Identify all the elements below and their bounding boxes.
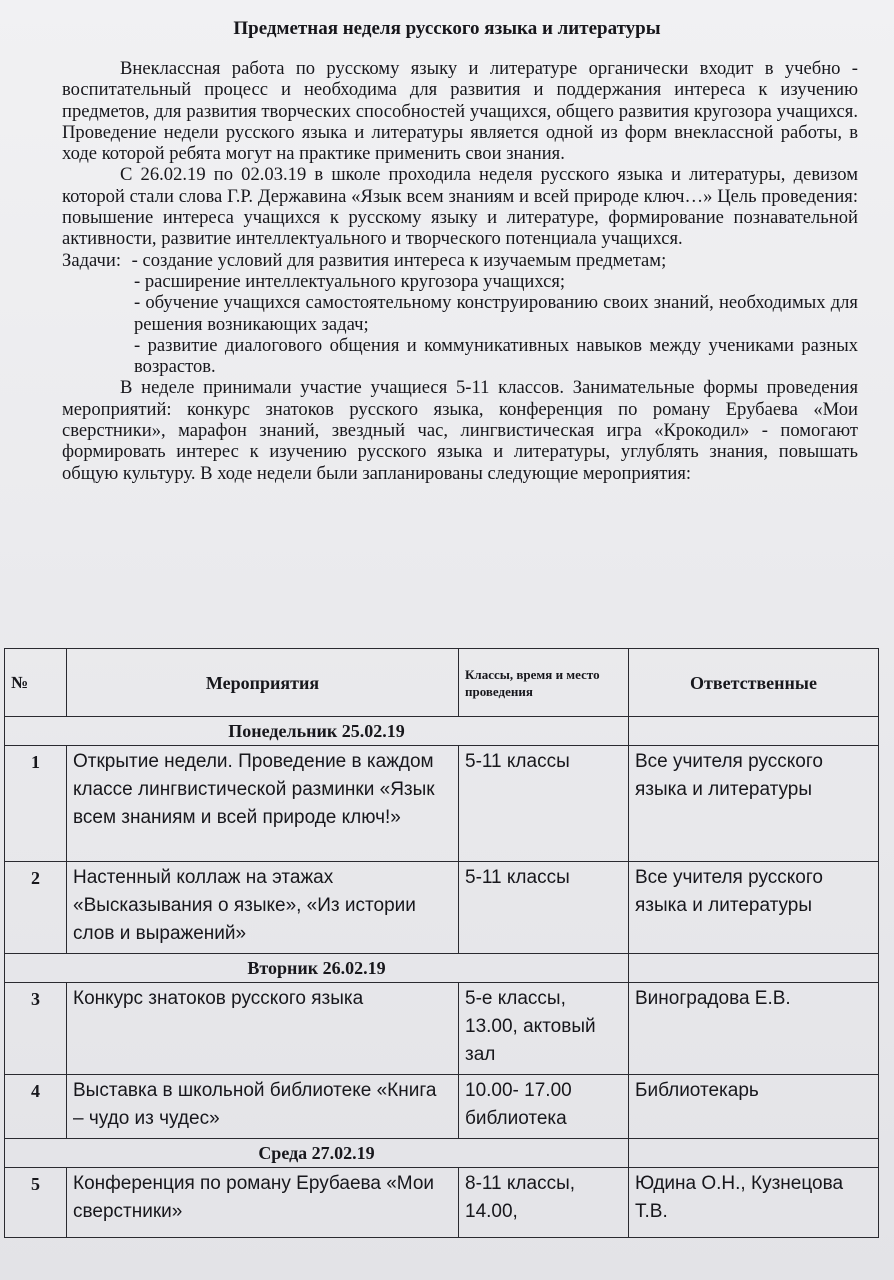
dates-paragraph: С 26.02.19 по 02.03.19 в школе проходила неделя русского языка и литературы, девизом которой стали слова Г.Р. Державина «Язык всем знаниям и всей природе ключ…» Цель проведения: повышение интереса учащихся к русскому языку и литературе, формирование познавательной активности, развитие интеллектуального и творческого потенциала учащихся. — [62, 164, 858, 250]
task-item: - создание условий для развития интереса к изучаемым предметам; — [131, 249, 667, 271]
header-event: Мероприятия — [67, 649, 459, 717]
row-classes: 10.00- 17.00 библиотека — [459, 1075, 629, 1139]
header-num: № — [5, 649, 67, 717]
day-row-tuesday — [5, 954, 879, 983]
row-classes: 5-11 классы — [459, 862, 629, 954]
day-row-wednesday — [5, 1139, 879, 1168]
row-classes: 8-11 классы, 14.00, — [459, 1168, 629, 1238]
row-responsible: Все учителя русского языка и литературы — [629, 746, 879, 862]
row-event: Выставка в школьной библиотеке «Книга – чудо из чудес» — [67, 1075, 459, 1139]
table-row — [5, 746, 879, 862]
day-empty-cell — [629, 1139, 879, 1168]
day-label: Вторник 26.02.19 — [5, 954, 629, 983]
day-empty-cell — [629, 954, 879, 983]
table-row — [5, 1075, 879, 1139]
task-item: - развитие диалогового общения и коммуникативных навыков между учениками разных возрастов. — [134, 334, 858, 378]
document-body — [62, 58, 858, 484]
day-row-monday — [5, 717, 879, 746]
day-label: Понедельник 25.02.19 — [5, 717, 629, 746]
row-event: Настенный коллаж на этажах «Высказывания о языке», «Из истории слов и выражений» — [67, 862, 459, 954]
row-responsible: Виноградова Е.В. — [629, 983, 879, 1075]
events-table — [4, 648, 879, 1238]
row-responsible: Библиотекарь — [629, 1075, 879, 1139]
row-classes: 5-11 классы — [459, 746, 629, 862]
table-row — [5, 983, 879, 1075]
tasks-first-line — [62, 250, 858, 271]
row-responsible: Все учителя русского языка и литературы — [629, 862, 879, 954]
row-classes: 5-е классы, 13.00, актовый зал — [459, 983, 629, 1075]
row-num: 3 — [5, 983, 67, 1075]
row-num: 2 — [5, 862, 67, 954]
row-event: Конкурс знатоков русского языка — [67, 983, 459, 1075]
closing-paragraph: В неделе принимали участие учащиеся 5-11 классов. Занимательные формы проведения мероприятий: конкурс знатоков русского языка, конференция по роману Ерубаева «Мои сверстники», марафон знаний, звездный час, лингвистическая игра «Крокодил» - помогают формировать интерес к изучению русского языка и литературы, углублять знания, повышать общую культуру. В ходе недели были запланированы следующие мероприятия: — [62, 377, 858, 484]
header-classes: Классы, время и место проведения — [459, 649, 629, 717]
day-label: Среда 27.02.19 — [5, 1139, 629, 1168]
table-row — [5, 1168, 879, 1238]
header-responsible: Ответственные — [629, 649, 879, 717]
task-item: - расширение интеллектуального кругозора учащихся; — [134, 270, 566, 292]
row-responsible: Юдина О.Н., Кузнецова Т.В. — [629, 1168, 879, 1238]
task-item: - обучение учащихся самостоятельному конструированию своих знаний, необходимых для решения возникающих задач; — [134, 292, 858, 335]
intro-paragraph: Внеклассная работа по русскому языку и литературе органически входит в учебно - воспитательный процесс и необходима для развития и поддержания интереса к изучению предметов, для развития творческих способностей учащихся, общего развития кругозора учащихся. Проведение недели русского языка и литературы является одной из форм внеклассной работы, в ходе которой ребята могут на практике применить свои знания. — [62, 58, 858, 165]
row-event: Конференция по роману Ерубаева «Мои сверстники» — [67, 1168, 459, 1238]
row-event: Открытие недели. Проведение в каждом классе лингвистической разминки «Язык всем знаниям и всей природе ключ!» — [67, 746, 459, 862]
document-title: Предметная неделя русского языка и литературы — [233, 18, 661, 39]
row-num: 5 — [5, 1168, 67, 1238]
table-row — [5, 862, 879, 954]
tasks-label: Задачи: — [62, 249, 122, 271]
row-num: 4 — [5, 1075, 67, 1139]
day-empty-cell — [629, 717, 879, 746]
table-header-row — [5, 649, 879, 717]
row-num: 1 — [5, 746, 67, 862]
tasks-section — [62, 250, 858, 378]
